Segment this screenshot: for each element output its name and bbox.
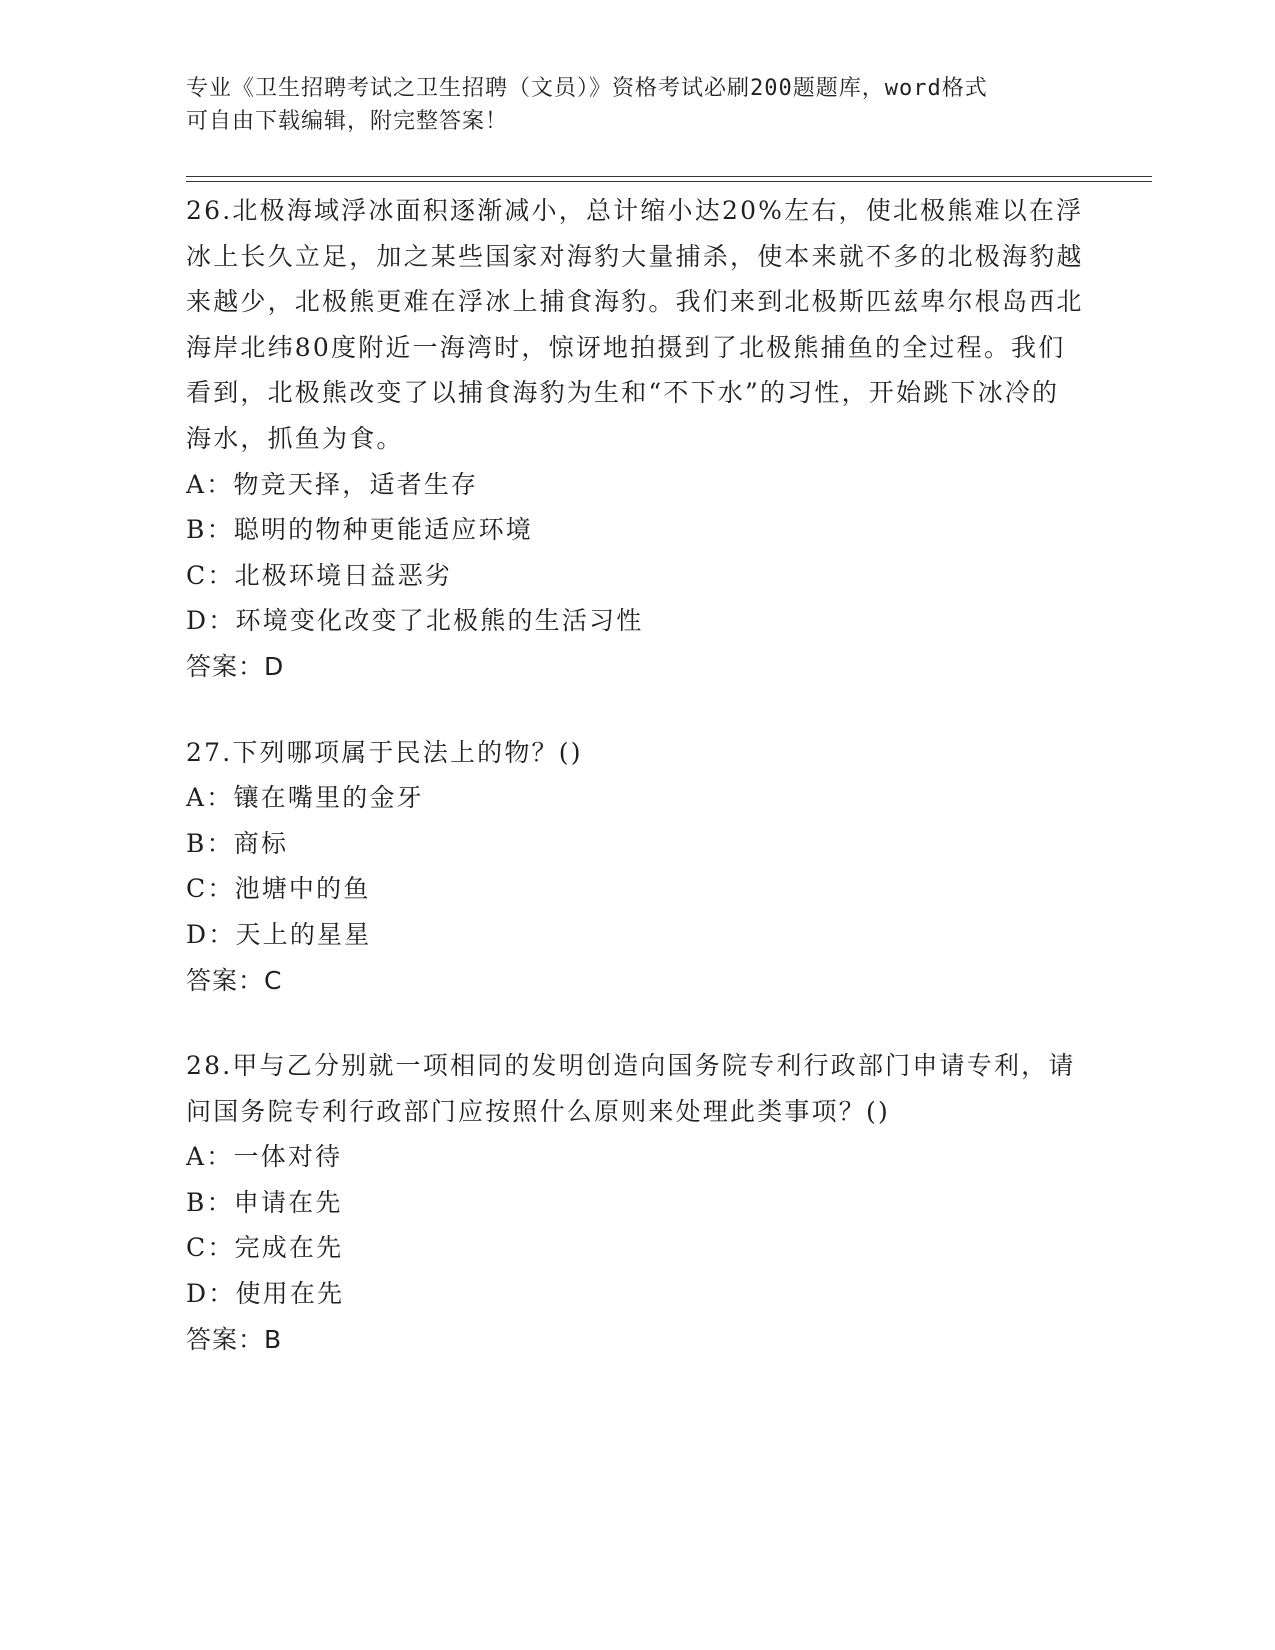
option-b: B：申请在先 bbox=[186, 1187, 343, 1217]
option-d: D：使用在先 bbox=[186, 1279, 345, 1309]
option-c: C：完成在先 bbox=[186, 1233, 344, 1263]
answer: 答案：D bbox=[186, 651, 285, 681]
question-stem: 26.北极海域浮冰面积逐渐减小，总计缩小达20%左右，使北极熊难以在浮冰上长久立足，加之某些国家对海豹大量捕杀，使本来就不多的北极海豹越来越少，北极熊更难在浮冰上捕食海豹。我们来到北极斯匹兹卑尔根岛西北海岸北纬80度附近一海湾时，惊讶地拍摄到了北极熊捕鱼的全过程。我们看到，北极熊改变了以捕食海豹为生和“不下水”的习性，开始跳下冰冷的海水，抓鱼为食。 bbox=[186, 196, 1084, 453]
option-d: D：环境变化改变了北极熊的生活习性 bbox=[186, 606, 644, 636]
question-26 bbox=[186, 188, 1086, 690]
question-28 bbox=[186, 1043, 1086, 1362]
option-a: A：物竞天择，适者生存 bbox=[186, 469, 479, 499]
question-stem: 27.下列哪项属于民法上的物？() bbox=[186, 737, 583, 767]
option-c: C：池塘中的鱼 bbox=[186, 874, 371, 904]
answer: 答案：B bbox=[186, 1324, 283, 1354]
answer: 答案：C bbox=[186, 965, 283, 995]
question-stem: 28.甲与乙分别就一项相同的发明创造向国务院专利行政部门申请专利，请问国务院专利行政部门应按照什么原则来处理此类事项？() bbox=[186, 1051, 1076, 1126]
option-a: A：一体对待 bbox=[186, 1142, 343, 1172]
document-header bbox=[186, 72, 1066, 138]
option-a: A：镶在嘴里的金牙 bbox=[186, 783, 424, 813]
question-list bbox=[186, 188, 1086, 1402]
header-divider-top bbox=[186, 176, 1152, 177]
header-line-2: 可自由下载编辑，附完整答案！ bbox=[186, 109, 509, 134]
option-b: B：聪明的物种更能适应环境 bbox=[186, 515, 533, 545]
header-line-1: 专业《卫生招聘考试之卫生招聘（文员）》资格考试必刷200题题库，word格式 bbox=[186, 76, 988, 101]
option-d: D：天上的星星 bbox=[186, 919, 372, 949]
question-27 bbox=[186, 730, 1086, 1004]
option-b: B：商标 bbox=[186, 828, 289, 858]
header-divider-bottom bbox=[186, 181, 1152, 182]
option-c: C：北极环境日益恶劣 bbox=[186, 560, 453, 590]
